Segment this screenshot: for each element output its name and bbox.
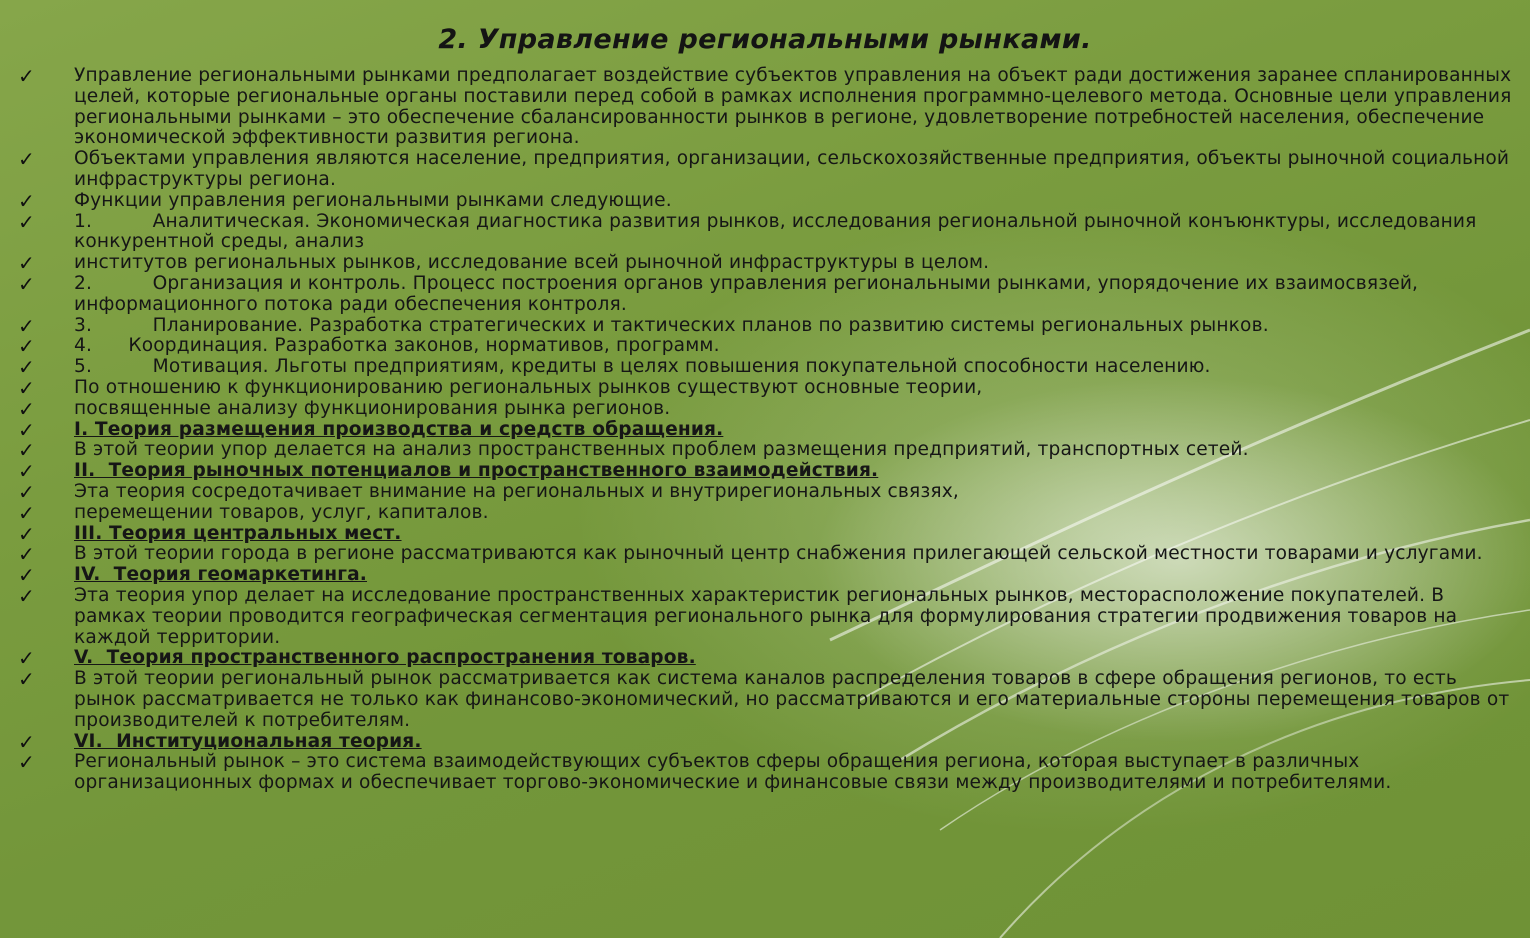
checkmark-icon: ✓ — [18, 750, 35, 775]
theory-heading — [0, 521, 1520, 546]
list-item-text: Функции управления региональными рынками следующие. — [74, 189, 672, 211]
list-item-text: VI. Институциональная теория. — [74, 730, 422, 752]
checkmark-icon: ✓ — [18, 563, 35, 588]
checkmark-icon: ✓ — [18, 313, 35, 338]
list-item-text: В этой теории региональный рынок рассматривается как система каналов распределения товаров в сфере обращения регионов, то есть рынок рассматривается не только как финансово-экономический, но рассматриваются и его материальные стороны перемещения товаров от производителей к потребителям. — [74, 668, 1510, 731]
slide-title: 2. Управление региональными рынками. — [438, 24, 1092, 55]
checkmark-icon: ✓ — [18, 64, 35, 88]
list-item — [0, 149, 1520, 191]
checkmark-icon: ✓ — [18, 521, 35, 546]
checkmark-icon: ✓ — [18, 334, 35, 359]
list-item — [0, 209, 1520, 254]
list-item-text: 5. Мотивация. Льготы предприятиям, кредиты в целях повышения покупательной способности населению. — [74, 356, 1211, 378]
list-item — [0, 375, 1520, 400]
list-item — [0, 544, 1520, 565]
checkmark-icon: ✓ — [18, 271, 35, 296]
checkmark-icon: ✓ — [18, 542, 35, 567]
list-item-text: 4. Координация. Разработка законов, нормативов, программ. — [74, 335, 720, 357]
checkmark-icon: ✓ — [18, 459, 35, 484]
theory-heading — [0, 729, 1520, 754]
list-item-text: 2. Организация и контроль. Процесс построения органов управления региональными рынками, упорядочение их взаимосвязей, информационного потока ради обеспечения контроля. — [74, 272, 1419, 315]
list-item-text: В этой теории города в регионе рассматриваются как рыночный центр снабжения прилегающей сельской местности товарами и услугами. — [74, 543, 1483, 565]
checkmark-icon: ✓ — [18, 396, 35, 421]
list-item-text: посвященные анализу функционирования рынка регионов. — [74, 397, 671, 419]
theory-heading — [0, 565, 1520, 586]
list-item — [0, 479, 1520, 504]
checkmark-icon: ✓ — [18, 251, 35, 276]
list-item — [0, 440, 1520, 461]
list-item — [0, 271, 1520, 316]
checkmark-icon: ✓ — [18, 646, 35, 671]
list-item-text: III. Теория центральных мест. — [74, 522, 402, 544]
checkmark-icon: ✓ — [18, 729, 35, 754]
checkmark-icon: ✓ — [18, 147, 35, 172]
list-item — [0, 500, 1520, 525]
list-item-text: 3. Планирование. Разработка стратегических и тактических планов по развитию системы региональных рынков. — [74, 314, 1269, 336]
checkmark-icon: ✓ — [18, 375, 35, 400]
list-item-text: Эта теория сосредотачивает внимание на региональных и внутрирегиональных связях, — [74, 480, 959, 502]
list-item — [0, 357, 1520, 378]
list-item-text: I. Теория размещения производства и средств обращения. — [74, 418, 724, 440]
list-item — [0, 66, 1520, 149]
theory-heading — [0, 461, 1520, 482]
checkmark-icon: ✓ — [18, 188, 35, 213]
bullet-list — [0, 66, 1520, 794]
list-item-text: Региональный рынок – это система взаимодействующих субъектов сферы обращения региона, которая выступает в различных организационных формах и обеспечивает торгово-экономические и финансовые связи между производителями и потребителями. — [74, 751, 1392, 794]
list-item — [0, 752, 1520, 794]
list-item — [0, 253, 1520, 274]
list-item — [0, 313, 1520, 338]
theory-heading — [0, 417, 1520, 442]
list-item — [0, 583, 1520, 648]
checkmark-icon: ✓ — [18, 209, 35, 234]
list-item-text: 1. Аналитическая. Экономическая диагностика развития рынков, исследования региональной рыночной конъюнктуры, исследования конкурентной среды, анализ — [74, 210, 1477, 253]
list-item-text: В этой теории упор делается на анализ пространственных проблем размещения предприятий, транспортных сетей. — [74, 439, 1249, 461]
checkmark-icon: ✓ — [18, 355, 35, 380]
checkmark-icon: ✓ — [18, 417, 35, 442]
list-item-text: IV. Теория геомаркетинга. — [74, 564, 368, 586]
list-item-text: Объектами управления являются население, предприятия, организации, сельскохозяйственные предприятия, объекты рыночной социальной инфраструктуры региона. — [74, 148, 1510, 190]
checkmark-icon: ✓ — [18, 479, 35, 504]
checkmark-icon: ✓ — [18, 583, 35, 608]
list-item-text: перемещении товаров, услуг, капиталов. — [74, 501, 489, 523]
list-item — [0, 336, 1520, 357]
list-item-text: По отношению к функционированию региональных рынков существуют основные теории, — [74, 376, 983, 398]
list-item-text: Управление региональными рынками предполагает воздействие субъектов управления на объект ради достижения заранее спланированных целей, которые региональные органы поставили перед собой в рамках исполнения программно-целевого метода. Основные цели управления региональными рынками – это обеспечение сбалансированности рынков в регионе, удовлетворение потребностей населения, обеспечение экономической эффективности развития региона. — [74, 65, 1512, 149]
theory-heading — [0, 648, 1520, 669]
list-item — [0, 669, 1520, 731]
checkmark-icon: ✓ — [18, 500, 35, 525]
list-item-text: II. Теория рыночных потенциалов и пространственного взаимодействия. — [74, 460, 879, 482]
list-item — [0, 396, 1520, 421]
list-item-text: Эта теория упор делает на исследование пространственных характеристик региональных рынков, месторасположение покупателей. В рамках теории проводится географическая сегментация регионального рынка для формулирования стратегии продвижения товаров на каждой территории. — [74, 584, 1458, 648]
list-item — [0, 188, 1520, 213]
checkmark-icon: ✓ — [18, 438, 35, 463]
list-item-text: V. Теория пространственного распространения товаров. — [74, 647, 696, 669]
checkmark-icon: ✓ — [18, 667, 35, 692]
list-item-text: институтов региональных рынков, исследование всей рыночной инфраструктуры в целом. — [74, 252, 990, 274]
